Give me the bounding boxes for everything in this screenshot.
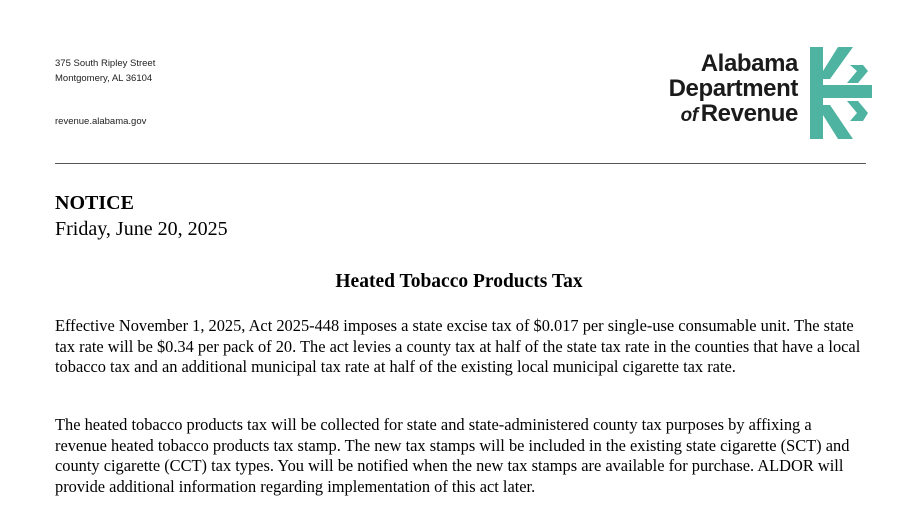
logo-revenue: Revenue	[700, 100, 798, 127]
document-title: Heated Tobacco Products Tax	[335, 271, 583, 292]
logo-of: of	[680, 105, 698, 126]
k-mark-upper-arm	[823, 47, 853, 79]
alabama-revenue-logo	[622, 45, 872, 141]
ador-k-mark-icon	[810, 45, 872, 141]
logo-line-alabama: Alabama	[700, 50, 798, 77]
k-mark-lower-chevron	[847, 101, 868, 121]
k-mark-lower-arm	[823, 105, 853, 139]
logo-line-department: Department	[668, 75, 798, 102]
logo-wordmark	[669, 51, 798, 128]
address-block	[55, 56, 155, 86]
address-street: 375 South Ripley Street	[55, 58, 156, 69]
website-text: revenue.alabama.gov	[55, 116, 147, 127]
header-divider	[55, 163, 866, 164]
body-paragraph-2: The heated tobacco products tax will be collected for state and state-administered county tax purposes by affixing a revenue heated tobacco products tax stamp. The new tax stamps will be included in the existing state cigarette (SCT) and county cigarette (CCT) tax types. You will be notified when the new tax stamps are available for purchase. ALDOR will provide additional information regarding implementation of this act later.	[55, 415, 850, 496]
k-mark-upper-chevron	[847, 65, 868, 83]
logo-line-revenue	[669, 101, 798, 128]
body-paragraph-1: Effective November 1, 2025, Act 2025-448 imposes a state excise tax of $0.017 per single-use consumable unit. The state tax rate will be $0.34 per pack of 20. The act levies a county tax at half of the state tax rate in the counties that have a local tobacco tax and an additional municipal tax rate at half of the existing local municipal cigarette tax rate.	[55, 316, 861, 377]
k-mark-middle-bar	[823, 85, 872, 98]
notice-label: NOTICE	[55, 192, 134, 214]
address-city: Montgomery, AL 36104	[55, 73, 153, 84]
k-mark-stem	[810, 47, 823, 139]
notice-date: Friday, June 20, 2025	[55, 218, 228, 240]
